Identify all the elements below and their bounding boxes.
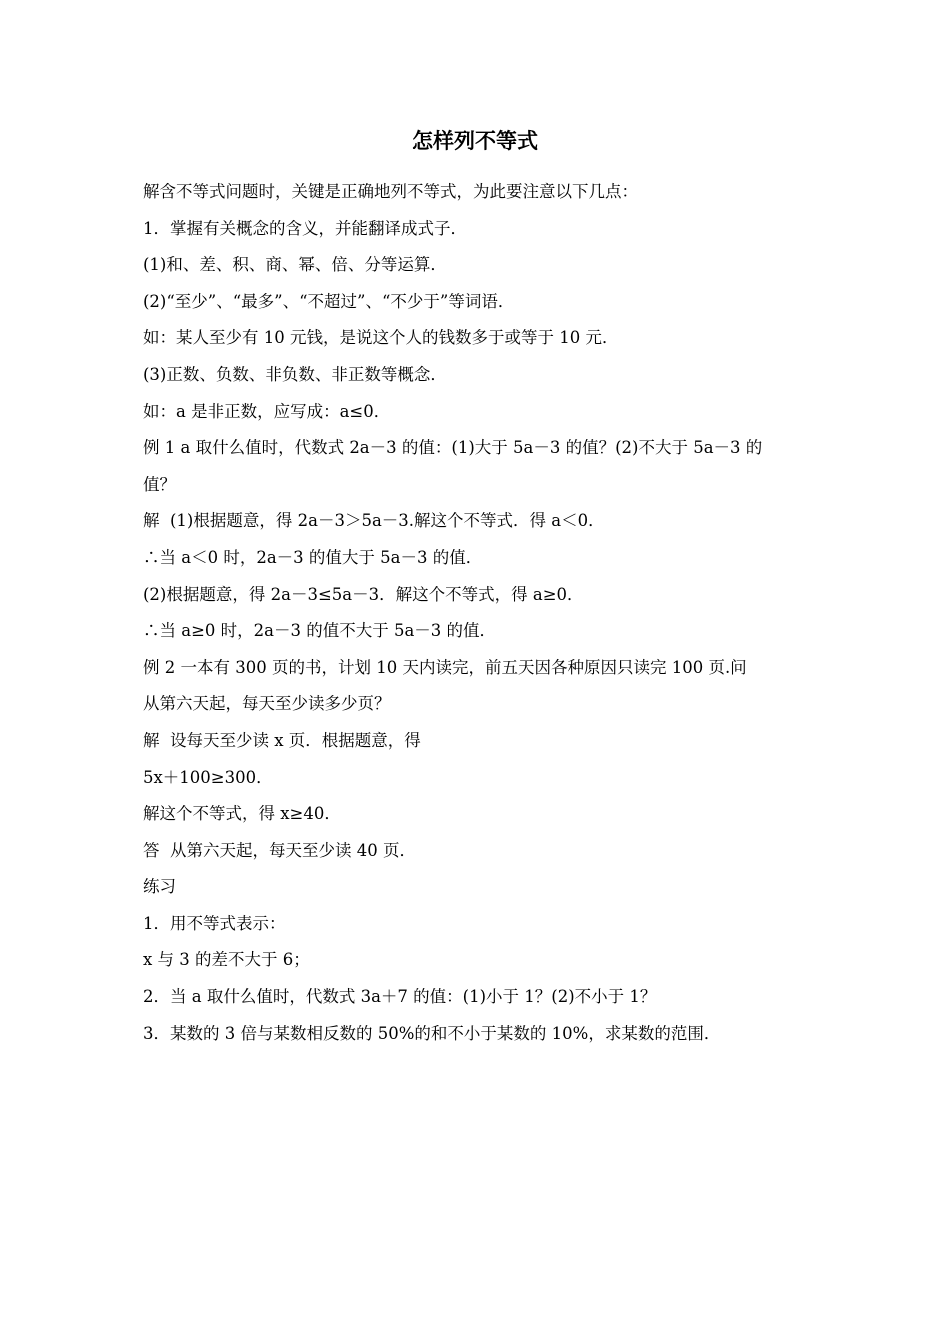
text-line: 例 1 a 取什么值时，代数式 2a－3 的值：(1)大于 5a－3 的值？(2)不大于 5a－3 的 [143,438,763,458]
text-line: 如：a 是非正数，应写成：a≤0． [143,401,391,421]
text-line: (2)根据题意，得 2a－3≤5a－3．解这个不等式，得 a≥0． [143,584,584,604]
text-line: (2)“至少”、“最多”、“不超过”、“不少于”等词语． [143,291,515,311]
text-line: 解含不等式问题时，关键是正确地列不等式，为此要注意以下几点： [143,182,638,201]
text-line: ∴当 a＜0 时，2a－3 的值大于 5a－3 的值． [143,547,483,567]
text-line: 例 2 一本有 300 页的书，计划 10 天内读完，前五天因各种原因只读完 100 页.问 [143,657,747,677]
text-line: 从第六天起，每天至少读多少页？ [143,694,391,714]
text-line: 1．用不等式表示： [143,913,286,933]
text-line: 如：某人至少有 10 元钱，是说这个人的钱数多于或等于 10 元． [143,328,619,348]
text-line: 答 从第六天起，每天至少读 40 页． [143,840,416,860]
text-line: (1)和、差、积、商、幂、倍、分等运算． [143,255,447,275]
text-line: 解 设每天至少读 x 页．根据题意，得 [143,730,421,750]
document-body [143,174,811,1052]
text-line: 5x＋100≥300． [143,767,273,787]
text-line: 练习 [143,877,176,897]
text-line: x 与 3 的差不大于 6； [143,950,310,970]
text-line: 3．某数的 3 倍与某数相反数的 50%的和不小于某数的 10%，求某数的范围． [143,1023,721,1043]
text-line: 2．当 a 取什么值时，代数式 3a＋7 的值：(1)小于 1？(2)不小于 1？ [143,987,657,1007]
text-line: 值？ [143,474,176,494]
text-line: 解 (1)根据题意，得 2a－3＞5a－3.解这个不等式．得 a＜0． [143,511,605,531]
document-title: 怎样列不等式 [412,129,538,153]
text-line: 1．掌握有关概念的含义，并能翻译成式子． [143,218,467,238]
text-line: ∴当 a≥0 时，2a－3 的值不大于 5a－3 的值． [143,621,497,641]
text-line: (3)正数、负数、非负数、非正数等概念． [143,364,447,384]
text-line: 解这个不等式，得 x≥40． [143,804,341,824]
